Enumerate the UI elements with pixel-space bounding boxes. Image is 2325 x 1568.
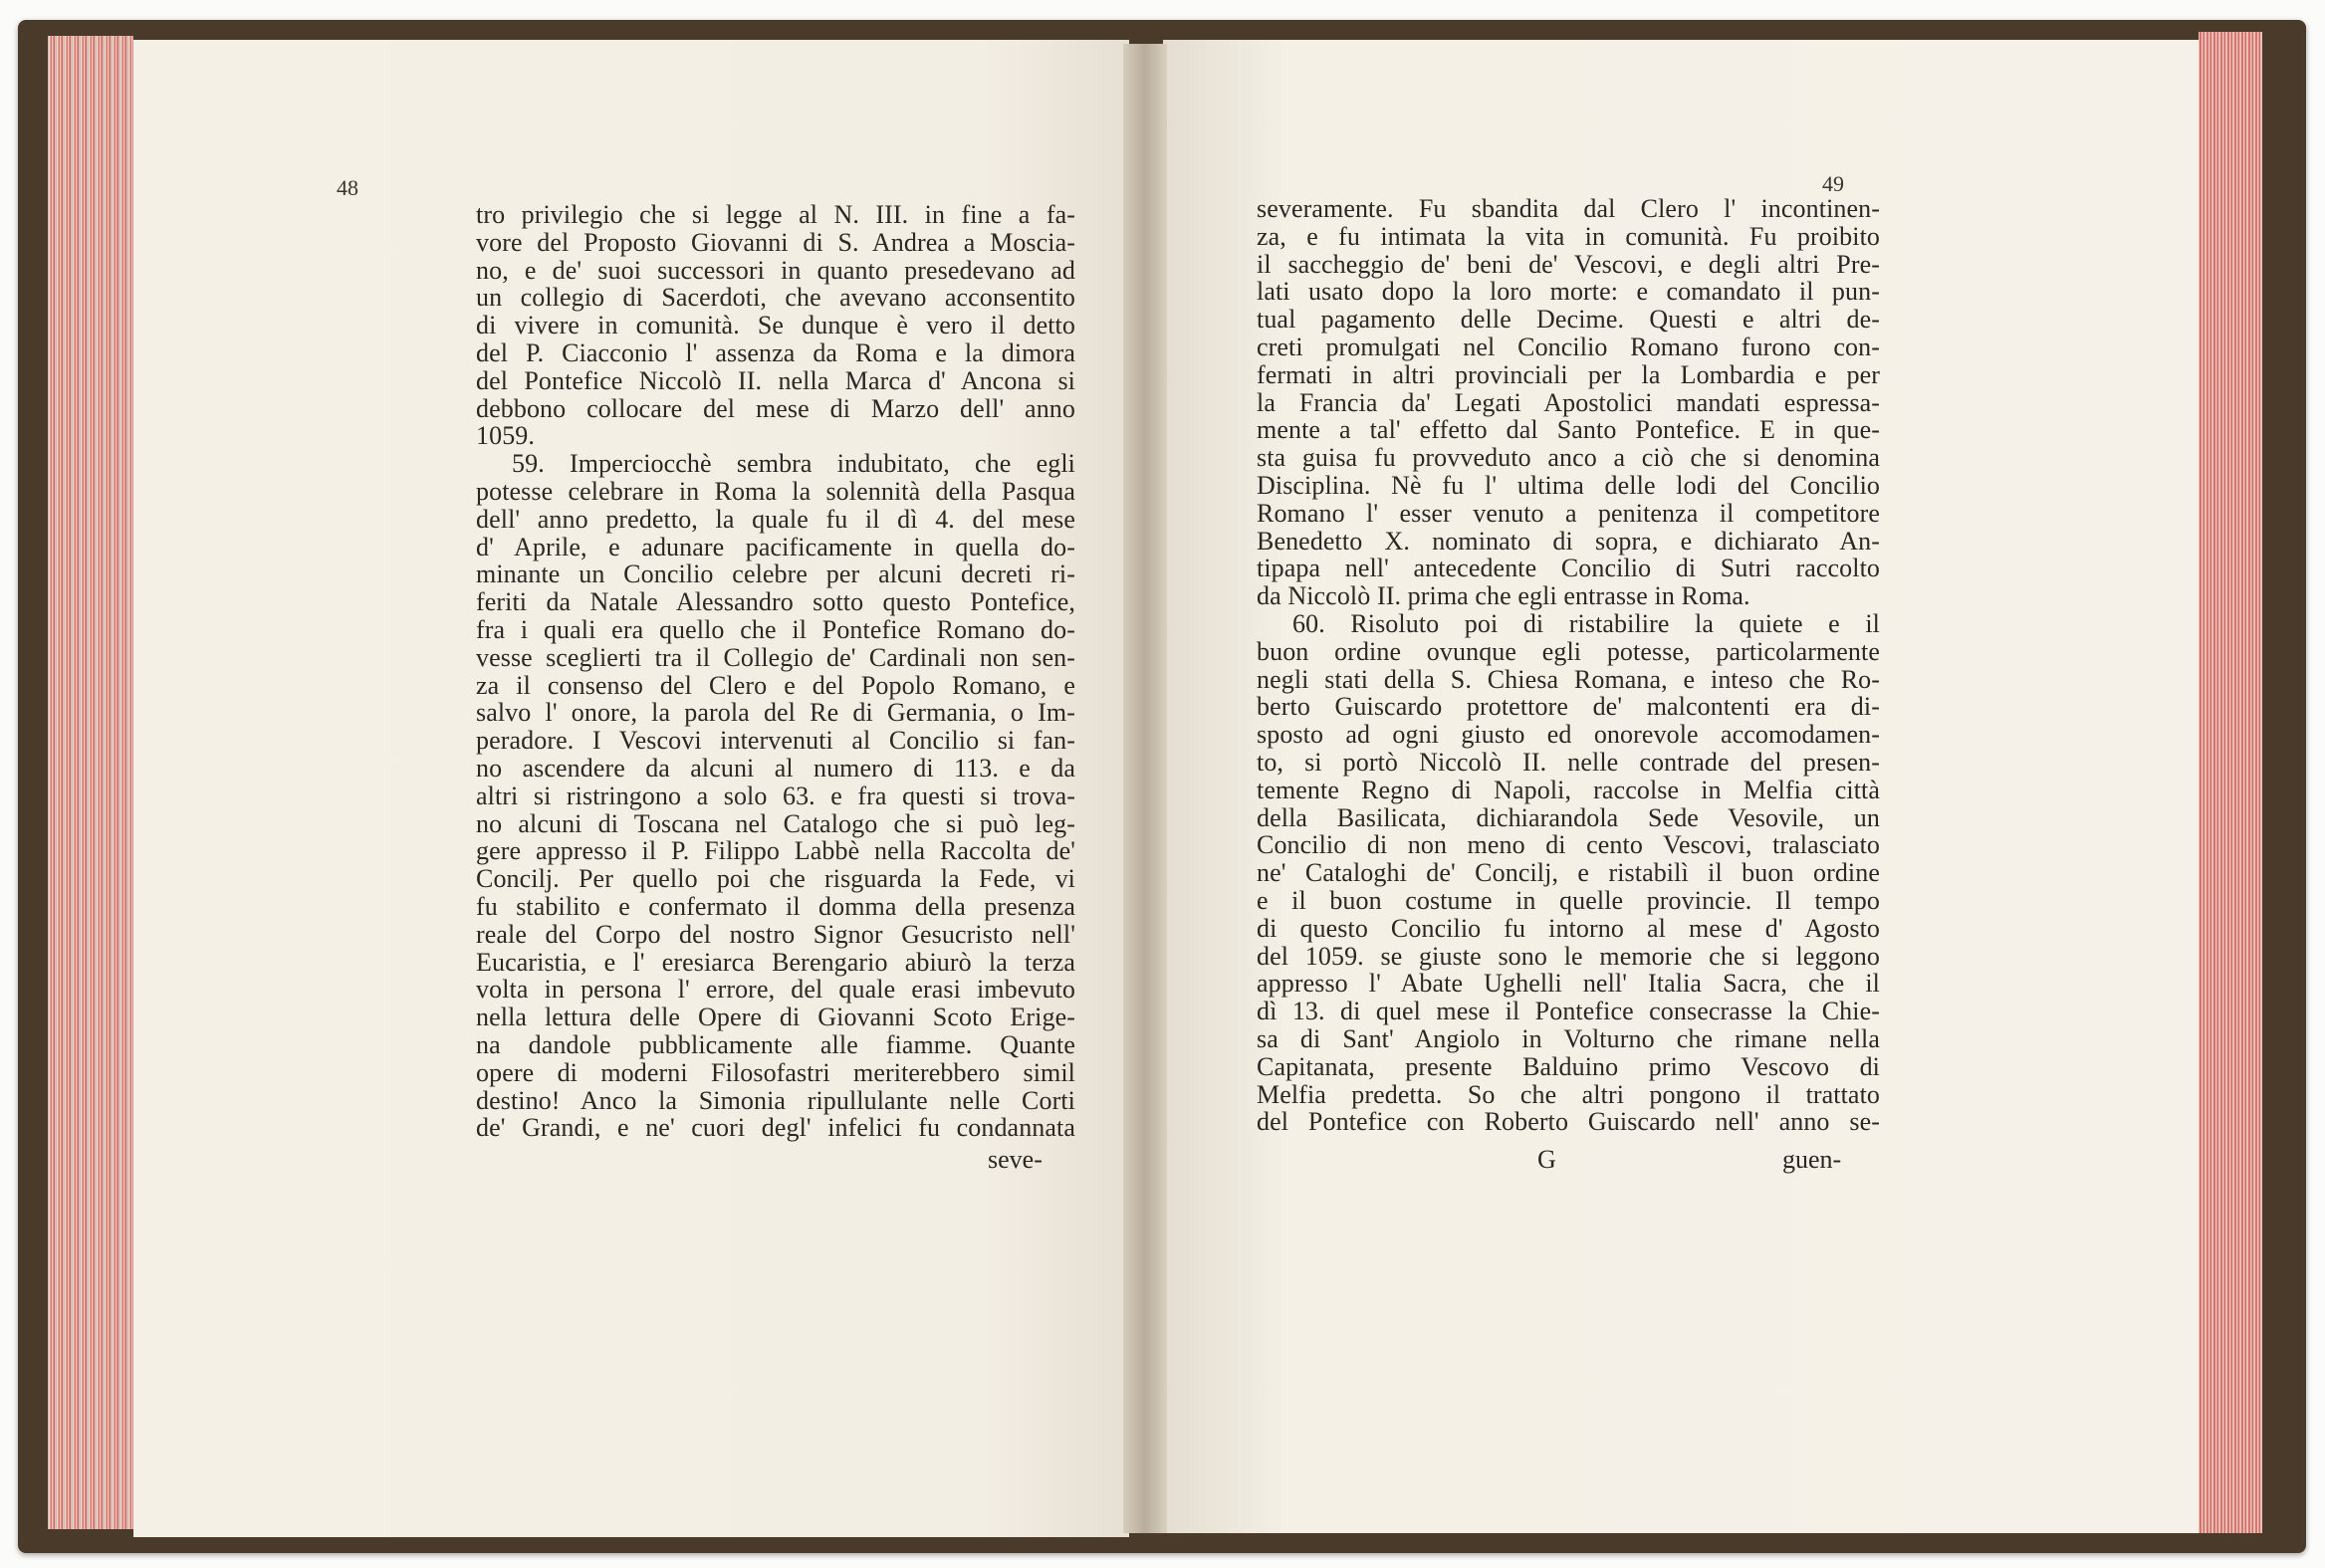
text-line: ne' Cataloghi de' Concilj, e ristabilì il buon ordine: [1257, 858, 1880, 888]
text-line: Concilj. Per quello poi che risguarda la Fede, vi: [476, 864, 1075, 894]
text-line: severamente. Fu sbandita dal Clero l' incontinen-: [1257, 194, 1880, 223]
text-line: feriti da Natale Alessandro sotto questo Pontefice,: [476, 587, 1075, 617]
text-line: Benedetto X. nominato di sopra, e dichiarato An-: [1257, 526, 1880, 556]
left-catchword: seve-: [988, 1145, 1043, 1174]
text-line: salvo l' onore, la parola del Re di Germania, o Im-: [476, 698, 1075, 728]
text-line: Romano l' esser venuto a penitenza il competitore: [1257, 498, 1880, 528]
text-line: negli stati della S. Chiesa Romana, e inteso che Ro-: [1257, 664, 1880, 694]
text-line: berto Guiscardo protettore de' malcontenti era di-: [1257, 692, 1880, 722]
text-line: no ascendere da alcuni al numero di 113. e da: [476, 753, 1075, 783]
text-line: appresso l' Abate Ughelli nell' Italia Sacra, che il: [1257, 969, 1880, 999]
text-line: Eucaristia, e l' eresiarca Berengario abiurò la terza: [476, 947, 1075, 977]
text-line: reale del Corpo del nostro Signor Gesucristo nell': [476, 919, 1075, 949]
text-line: creti promulgati nel Concilio Romano furono con-: [1257, 332, 1880, 361]
text-line: no, e de' suoi successori in quanto presedevano ad: [476, 255, 1075, 285]
right-page-number: 49: [1822, 171, 1844, 196]
text-line: il saccheggio de' beni de' Vescovi, e degli altri Pre-: [1257, 249, 1880, 279]
text-line: altri si ristringono a solo 63. e fra questi si trova-: [476, 781, 1075, 810]
text-line: 60. Risoluto poi di ristabilire la quiete e il: [1292, 608, 1880, 638]
text-line: sta guisa fu provveduto anco a ciò che si denomina: [1257, 443, 1880, 473]
text-line: dì 13. di quel mese il Pontefice consecrasse la Chie-: [1257, 997, 1880, 1026]
text-line: Disciplina. Nè fu l' ultima delle lodi del Concilio: [1257, 470, 1880, 500]
text-line: tipapa nell' antecedente Concilio di Sutri raccolto: [1257, 554, 1880, 583]
signature-mark: G: [1537, 1145, 1556, 1174]
text-line: sa di Sant' Angiolo in Volturno che rimane nella: [1257, 1023, 1880, 1053]
text-line: Concilio di non meno di cento Vescovi, tralasciato: [1257, 830, 1880, 860]
text-line: peradore. I Vescovi intervenuti al Concilio si fan-: [476, 726, 1075, 756]
right-catchword: guen-: [1782, 1145, 1842, 1174]
text-line: nella lettura delle Opere di Giovanni Scoto Erige-: [476, 1003, 1075, 1032]
text-line: del 1059. se giuste sono le memorie che si leggono: [1257, 941, 1880, 971]
text-line: temente Regno di Napoli, raccolse in Melfia città: [1257, 775, 1880, 804]
text-line: sposto ad ogni giusto ed onorevole accomodamen-: [1257, 720, 1880, 750]
text-line: debbono collocare del mese di Marzo dell' anno: [476, 393, 1075, 423]
text-line: tro privilegio che si legge al N. III. in fine a fa-: [476, 200, 1075, 229]
text-line: volta in persona l' errore, del quale erasi imbevuto: [476, 975, 1075, 1005]
text-line: vesse sceglierti tra il Collegio de' Cardinali non sen-: [476, 642, 1075, 672]
text-line: dell' anno predetto, la quale fu il dì 4. del mese: [476, 504, 1075, 534]
text-line: un collegio di Sacerdoti, che avevano acconsentito: [476, 283, 1075, 313]
text-line: vore del Proposto Giovanni di S. Andrea a Moscia-: [476, 227, 1075, 257]
text-line: della Basilicata, dichiarandola Sede Vesovile, un: [1257, 802, 1880, 832]
text-line: la Francia da' Legati Apostolici mandati espressa-: [1257, 387, 1880, 417]
text-line: d' Aprile, e adunare pacificamente in quella do-: [476, 532, 1075, 561]
text-line: di questo Concilio fu intorno al mese d' Agosto: [1257, 913, 1880, 943]
text-line: da Niccolò II. prima che egli entrasse in Roma.: [1257, 581, 1750, 611]
text-line: di vivere in comunità. Se dunque è vero il detto: [476, 311, 1075, 340]
text-line: no alcuni di Toscana nel Catalogo che si può leg-: [476, 808, 1075, 838]
text-line: e il buon costume in quelle provincie. Il tempo: [1257, 885, 1880, 915]
text-line: fu stabilito e confermato il domma della presenza: [476, 891, 1075, 921]
book-gutter: [1123, 44, 1167, 1533]
text-line: 59. Imperciocchè sembra indubitato, che egli: [512, 449, 1075, 479]
text-line: tual pagamento delle Decime. Questi e altri de-: [1257, 305, 1880, 335]
left-page-edges: [48, 36, 133, 1529]
text-line: destino! Anco la Simonia ripullulante nelle Corti: [476, 1085, 1075, 1115]
right-page-edges: [2199, 32, 2262, 1533]
text-line: lati usato dopo la loro morte: e comandato il pun-: [1257, 277, 1880, 307]
text-line: za il consenso del Clero e del Popolo Romano, e: [476, 670, 1075, 700]
text-line: minante un Concilio celebre per alcuni decreti ri-: [476, 560, 1075, 589]
left-text-block: [476, 201, 1075, 1142]
left-page-number: 48: [337, 175, 358, 200]
text-line: potesse celebrare in Roma la solennità della Pasqua: [476, 476, 1075, 506]
text-line: del Pontefice Niccolò II. nella Marca d' Ancona si: [476, 365, 1075, 395]
text-line: del Pontefice con Roberto Guiscardo nell' anno se-: [1257, 1107, 1880, 1137]
text-line: mente a tal' effetto dal Santo Pontefice. E in que-: [1257, 415, 1880, 445]
right-text-block: [1257, 195, 1880, 1136]
text-line: na dandole pubblicamente alle fiamme. Quante: [476, 1029, 1075, 1059]
text-line: Melfia predetta. So che altri pongono il trattato: [1257, 1079, 1880, 1109]
text-line: de' Grandi, e ne' cuori degl' infelici fu condannata: [476, 1113, 1075, 1143]
text-line: del P. Ciacconio l' assenza da Roma e la dimora: [476, 337, 1075, 367]
text-line: za, e fu intimata la vita in comunità. Fu proibito: [1257, 221, 1880, 251]
text-line: buon ordine ovunque egli potesse, particolarmente: [1257, 636, 1880, 666]
text-line: opere di moderni Filosofastri meriterebbero simil: [476, 1057, 1075, 1087]
text-line: fra i quali era quello che il Pontefice Romano do-: [476, 614, 1075, 644]
text-line: fermati in altri provinciali per la Lombardia e per: [1257, 359, 1880, 389]
text-line: Capitanata, presente Balduino primo Vescovo di: [1257, 1051, 1880, 1081]
text-line: to, si portò Niccolò II. nelle contrade del presen-: [1257, 747, 1880, 777]
text-line: gere appresso il P. Filippo Labbè nella Raccolta de': [476, 836, 1075, 866]
text-line: 1059.: [476, 421, 535, 451]
